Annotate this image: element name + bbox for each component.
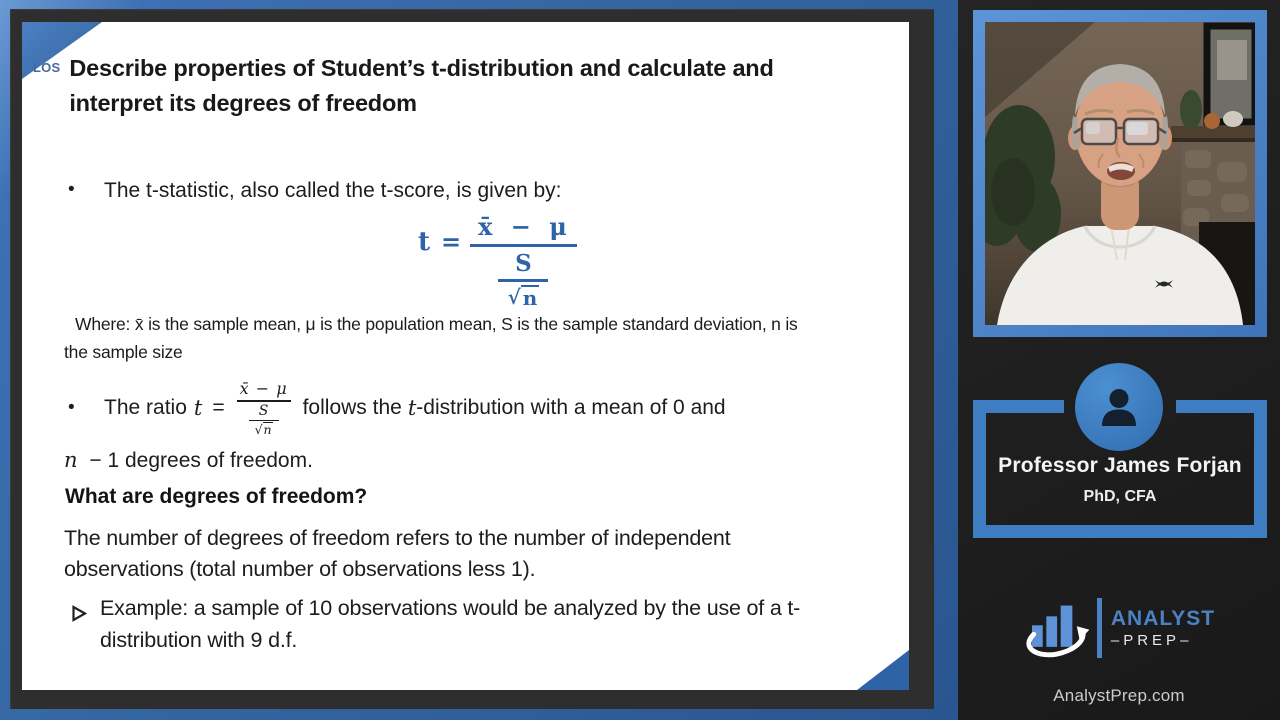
ratio-equals: = bbox=[212, 396, 225, 419]
formula-s: S bbox=[515, 250, 532, 277]
example-text bbox=[100, 592, 800, 656]
radical-sign: √ bbox=[507, 284, 521, 309]
presenter-credentials: PhD, CFA bbox=[1083, 488, 1157, 505]
logo-analyst-text: ANALYST bbox=[1110, 606, 1216, 630]
formula-sqrt-n bbox=[508, 285, 540, 309]
ratio-suffix-b: -distribution with a mean of 0 and bbox=[416, 396, 726, 419]
los-label: LOS bbox=[33, 60, 61, 75]
presenter-video bbox=[985, 22, 1255, 325]
logo-text bbox=[1111, 607, 1215, 650]
n-variable: n bbox=[64, 448, 78, 472]
inline-s: S bbox=[258, 402, 269, 419]
logo-divider bbox=[1097, 598, 1102, 658]
dof-paragraph bbox=[64, 523, 730, 585]
formula-numerator: x̄ − μ bbox=[478, 212, 572, 241]
formula-equals: = bbox=[441, 227, 462, 256]
example-line-1: Example: a sample of 10 observations would be analyzed by the use of a t- bbox=[100, 596, 801, 620]
dof-paragraph-line-2: observations (total number of observations less 1). bbox=[64, 557, 536, 581]
example-line-2: distribution with 9 d.f. bbox=[100, 628, 298, 652]
logo-prep-text: –PREP– bbox=[1110, 631, 1193, 649]
t-statistic-formula bbox=[418, 212, 577, 309]
presenter-name: Professor James Forjan bbox=[998, 454, 1242, 477]
inline-sqrt-n bbox=[255, 422, 273, 437]
bullet-t-statistic bbox=[68, 179, 562, 203]
presenter-panel bbox=[958, 0, 1280, 720]
ratio-continuation bbox=[64, 448, 313, 473]
dof-paragraph-line-1: The number of degrees of freedom refers to the number of independent bbox=[64, 526, 731, 550]
brand-block bbox=[958, 597, 1280, 706]
brand-logo bbox=[1023, 597, 1215, 659]
avatar bbox=[1075, 363, 1163, 451]
bullet-dot-icon: • bbox=[68, 397, 75, 418]
example-bullet bbox=[72, 592, 800, 656]
website-url: AnalystPrep.com bbox=[1053, 686, 1185, 705]
where-definition bbox=[64, 311, 798, 366]
bar-chart-swoosh-icon bbox=[1023, 597, 1093, 659]
slide-title-line-1: Describe properties of Student’s t-distribution and calculate and bbox=[69, 55, 774, 81]
where-line-2: the sample size bbox=[64, 341, 183, 362]
inline-fraction-bar bbox=[237, 400, 291, 402]
radical-sign: √ bbox=[254, 422, 263, 438]
bullet-dot-icon: • bbox=[68, 179, 75, 200]
slide bbox=[22, 22, 909, 690]
formula-t: t bbox=[418, 227, 431, 257]
slide-header bbox=[33, 51, 893, 121]
ratio-suffix-t: t bbox=[407, 396, 417, 420]
where-line-1: Where: x̄ is the sample mean, μ is the population mean, S is the sample standard deviation, n is bbox=[75, 314, 798, 334]
person-icon bbox=[1095, 383, 1143, 431]
radicand-n: n bbox=[522, 285, 538, 310]
dof-heading: What are degrees of freedom? bbox=[65, 485, 368, 508]
inline-denominator bbox=[249, 403, 279, 438]
inline-numerator: x̄ − μ bbox=[239, 378, 288, 398]
ratio-suffix-a: follows the bbox=[302, 396, 402, 419]
inline-fraction-bar-inner bbox=[249, 420, 279, 422]
ratio-t-variable: t bbox=[193, 396, 203, 420]
ratio-prefix: The ratio bbox=[104, 396, 187, 419]
fraction-bar bbox=[470, 244, 577, 247]
presenter-illustration bbox=[985, 22, 1255, 325]
bullet-t-statistic-text: The t-statistic, also called the t-score, is given by: bbox=[104, 179, 562, 202]
formula-denominator bbox=[498, 250, 548, 309]
corner-triangle-bottom-right bbox=[857, 650, 909, 690]
inline-fraction bbox=[237, 379, 291, 438]
ratio-continuation-text: − 1 degrees of freedom. bbox=[89, 449, 313, 472]
fraction-bar-inner bbox=[498, 279, 548, 282]
bullet-ratio bbox=[68, 373, 726, 443]
slide-title bbox=[69, 51, 773, 121]
radicand-n: n bbox=[263, 422, 272, 438]
formula-fraction bbox=[470, 212, 577, 309]
slide-title-line-2: interpret its degrees of freedom bbox=[69, 90, 417, 116]
webcam-video-frame bbox=[973, 10, 1267, 337]
slide-dark-frame bbox=[10, 9, 934, 709]
arrowhead-bullet-icon bbox=[72, 599, 87, 656]
